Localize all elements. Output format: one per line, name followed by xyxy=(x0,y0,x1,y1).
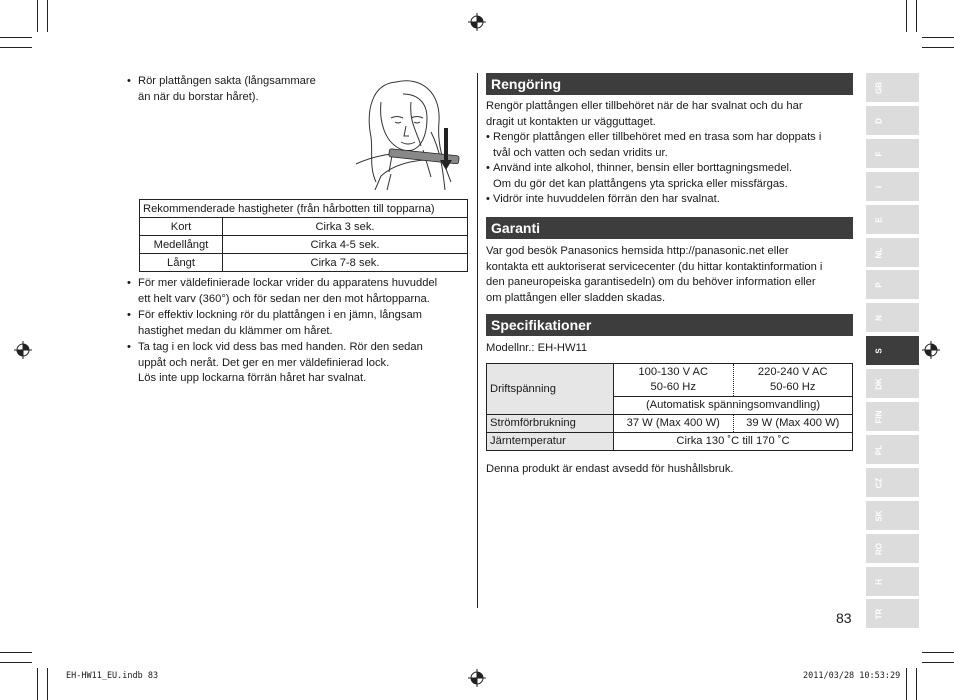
tab-e[interactable] xyxy=(866,205,919,234)
crop-mark xyxy=(37,668,38,700)
section-title-warranty: Garanti xyxy=(486,217,853,239)
list-item-line: • Vidrör inte huvuddelen förrän den har svalnat. xyxy=(493,193,720,205)
table-cell: Strömförbrukning xyxy=(487,415,614,433)
table-row xyxy=(487,415,853,433)
tab-label: H xyxy=(874,578,884,585)
paragraph-line: Var god besök Panasonics hemsida http://panasonic.net eller xyxy=(486,245,789,257)
styling-tips-list xyxy=(127,276,472,388)
list-item xyxy=(486,192,856,208)
tab-tr[interactable] xyxy=(866,599,919,628)
warranty-text xyxy=(486,244,856,306)
crop-mark xyxy=(0,652,32,653)
tab-label: F xyxy=(874,151,884,156)
tab-nl[interactable] xyxy=(866,238,919,267)
tab-s[interactable] xyxy=(866,336,919,365)
list-item xyxy=(486,130,856,161)
paragraph-line: kontakta ett auktoriserat servicecenter (du hittar kontaktinformation i xyxy=(486,260,823,273)
tab-label: TR xyxy=(874,608,884,619)
paragraph-line: den paneuropeiska garantisedeln) om du behöver information eller xyxy=(486,276,816,288)
table-cell: Cirka 130 ˚C till 170 ˚C xyxy=(614,433,853,451)
crop-mark xyxy=(0,37,32,38)
tab-label: FIN xyxy=(874,410,884,423)
paragraph-line: Rengör plattången eller tillbehöret när de har svalnat och du har xyxy=(486,100,803,112)
footer-filename: EH-HW11_EU.indb 83 xyxy=(66,671,159,681)
tab-f[interactable] xyxy=(866,139,919,168)
footer-timestamp: 2011/03/28 10:53:29 xyxy=(803,671,901,681)
tab-label: N xyxy=(874,314,884,321)
tab-label: P xyxy=(874,281,884,288)
tab-fin[interactable] xyxy=(866,402,919,431)
tab-label: GB xyxy=(874,81,884,94)
column-divider xyxy=(477,73,478,608)
crop-mark xyxy=(47,0,48,32)
registration-mark-icon xyxy=(468,669,486,687)
section-title-cleaning: Rengöring xyxy=(486,73,853,95)
page-number: 83 xyxy=(836,610,852,626)
table-cell: Cirka 4-5 sek. xyxy=(223,236,468,254)
list-item xyxy=(127,340,472,387)
hair-styling-illustration xyxy=(351,72,471,197)
list-item xyxy=(127,308,472,339)
table-cell: (Automatisk spänningsomvandling) xyxy=(614,397,853,415)
tab-gb[interactable] xyxy=(866,73,919,102)
tab-label: CZ xyxy=(874,477,884,488)
table-cell: Cirka 7-8 sek. xyxy=(223,254,468,272)
list-item-line: Om du gör det kan plattångens yta spricka eller missfärgas. xyxy=(493,177,788,190)
table-cell-line: 100-130 V AC xyxy=(638,366,709,378)
intro-line: än när du borstar håret). xyxy=(138,90,259,103)
section-title-specifications: Specifikationer xyxy=(486,314,853,336)
tab-label: NL xyxy=(874,247,884,258)
table-cell: Cirka 3 sek. xyxy=(223,218,468,236)
crop-mark xyxy=(906,0,907,32)
tab-sk[interactable] xyxy=(866,501,919,530)
table-row xyxy=(487,433,853,451)
table-cell xyxy=(614,364,734,397)
list-item-line: Lös inte upp lockarna förrän håret har svalnat. xyxy=(138,372,367,384)
registration-mark-icon xyxy=(922,341,940,359)
crop-mark xyxy=(0,662,32,663)
table-cell: 39 W (Max 400 W) xyxy=(733,415,853,433)
table-row xyxy=(487,364,853,397)
cleaning-text xyxy=(486,99,856,208)
tab-label: SK xyxy=(874,509,884,522)
table-cell: Kort xyxy=(140,218,223,236)
list-item xyxy=(486,161,856,192)
list-item-line: tvål och vatten och sedan vridits ur. xyxy=(493,146,668,159)
tab-label: RO xyxy=(874,542,884,555)
recommended-speed-table xyxy=(139,199,468,272)
table-cell xyxy=(733,364,853,397)
tab-label: E xyxy=(874,216,884,223)
table-row xyxy=(140,236,468,254)
tab-pl[interactable] xyxy=(866,435,919,464)
crop-mark xyxy=(906,668,907,700)
table-cell: Driftspänning xyxy=(487,364,614,415)
list-item-line: ett helt varv (360°) och för sedan ner den mot hårtopparna. xyxy=(138,292,430,305)
tab-label: D xyxy=(874,117,884,124)
tab-cz[interactable] xyxy=(866,468,919,497)
crop-mark xyxy=(922,37,954,38)
table-cell-line: 50-60 Hz xyxy=(770,381,816,393)
crop-mark xyxy=(916,668,917,700)
tab-dk[interactable] xyxy=(866,369,919,398)
intro-bullet xyxy=(127,74,347,105)
tab-label: DK xyxy=(874,377,884,390)
model-number: Modellnr.: EH-HW11 xyxy=(486,342,588,354)
tab-label: S xyxy=(874,347,884,354)
table-row xyxy=(140,218,468,236)
tab-n[interactable] xyxy=(866,303,919,332)
household-use-note: Denna produkt är endast avsedd för hushållsbruk. xyxy=(486,463,734,475)
list-item-line: uppåt och neråt. Det ger en mer väldefinierad lock. xyxy=(138,356,390,369)
list-item-line: • För mer väldefinierade lockar vrider du apparatens huvuddel xyxy=(138,277,438,289)
list-item xyxy=(127,276,472,307)
crop-mark xyxy=(922,652,954,653)
table-cell: Järntemperatur xyxy=(487,433,614,451)
tab-p[interactable] xyxy=(866,270,919,299)
tab-ro[interactable] xyxy=(866,534,919,563)
crop-mark xyxy=(922,662,954,663)
table-header: Rekommenderade hastigheter (från hårbotten till topparna) xyxy=(140,200,468,218)
crop-mark xyxy=(916,0,917,32)
crop-mark xyxy=(922,47,954,48)
registration-mark-icon xyxy=(14,341,32,359)
tab-i[interactable] xyxy=(866,172,919,201)
list-item-line: • Ta tag i en lock vid dess bas med handen. Rör den sedan xyxy=(138,341,423,353)
list-item-line: • För effektiv lockning rör du plattången i en jämn, långsam xyxy=(138,309,422,321)
tab-label: I xyxy=(874,185,884,188)
crop-mark xyxy=(47,668,48,700)
intro-line: • Rör plattången sakta (långsammare xyxy=(138,75,316,87)
specifications-table xyxy=(486,363,853,451)
table-cell: Medellångt xyxy=(140,236,223,254)
crop-mark xyxy=(37,0,38,32)
list-item-line: • Använd inte alkohol, thinner, bensin eller borttagningsmedel. xyxy=(493,162,793,174)
crop-mark xyxy=(0,47,32,48)
table-cell-line: 50-60 Hz xyxy=(650,381,696,393)
paragraph-line: dragit ut kontakten ur vägguttaget. xyxy=(486,115,656,128)
tab-label: PL xyxy=(874,444,884,455)
list-item-line: hastighet medan du klämmer om håret. xyxy=(138,324,333,337)
tab-h[interactable] xyxy=(866,567,919,596)
registration-mark-icon xyxy=(468,13,486,31)
table-cell: 37 W (Max 400 W) xyxy=(614,415,734,433)
table-cell: Långt xyxy=(140,254,223,272)
paragraph-line: om plattången eller sladden skadas. xyxy=(486,291,666,304)
tab-d[interactable] xyxy=(866,106,919,135)
table-row xyxy=(140,254,468,272)
list-item-line: • Rengör plattången eller tillbehöret med en trasa som har doppats i xyxy=(493,131,822,143)
table-cell-line: 220-240 V AC xyxy=(757,366,828,378)
